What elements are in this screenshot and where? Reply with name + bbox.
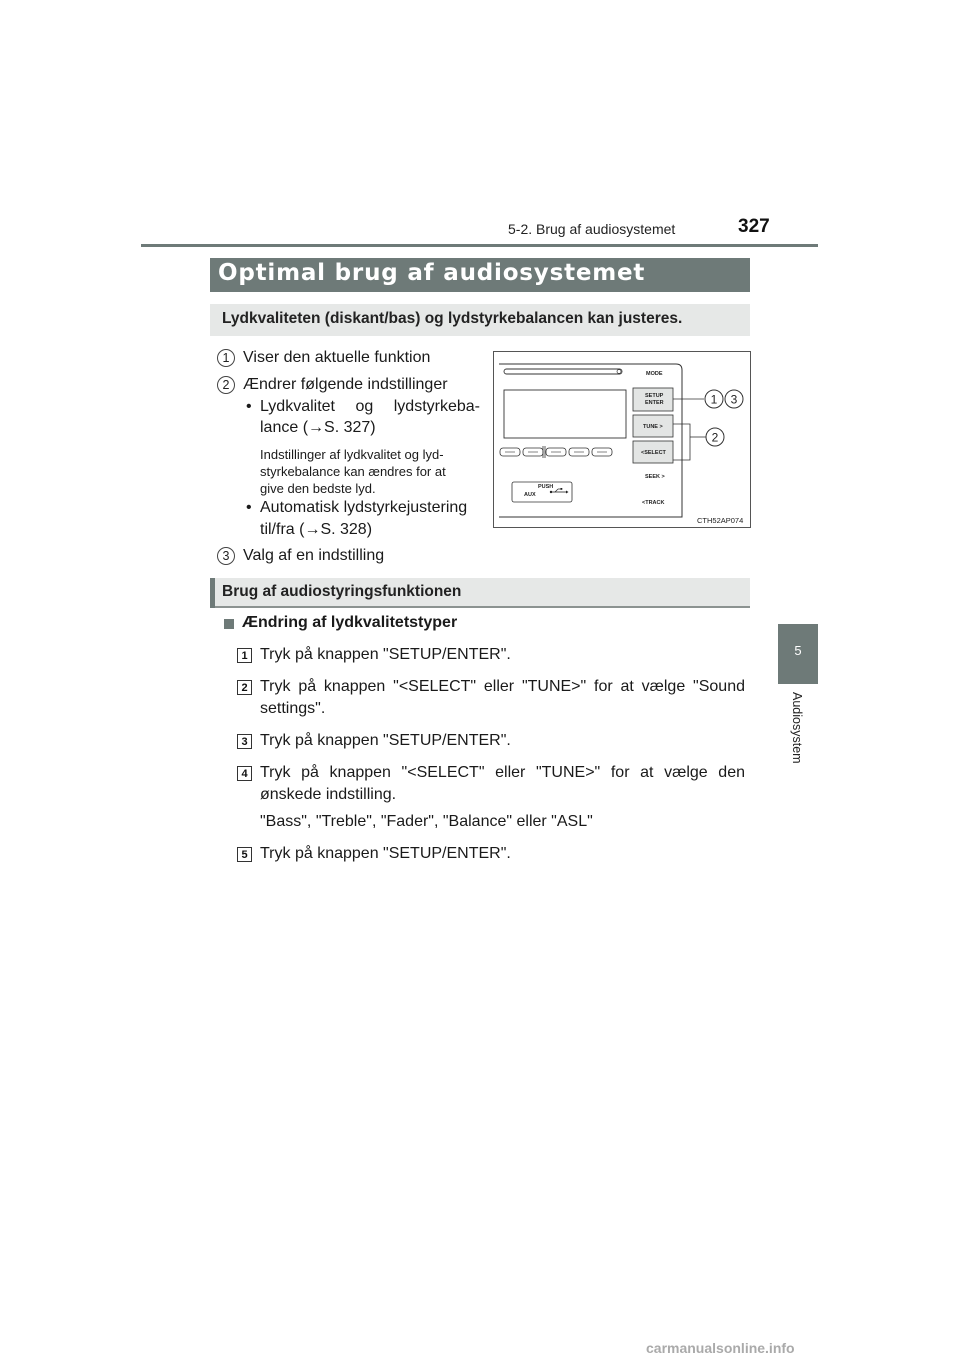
step-3-text: Tryk på knappen "SETUP/ENTER". [260, 732, 511, 749]
figure-code: CTH52AP074 [697, 516, 744, 525]
setup-label: SETUP [645, 393, 664, 399]
header-rule [141, 244, 818, 247]
note-line3: give den bedste lyd. [260, 481, 376, 496]
bullet-dot: • [246, 499, 252, 516]
svg-text:3: 3 [730, 392, 738, 407]
subsection-accent [210, 578, 215, 608]
step-number-1: 1 [237, 648, 252, 663]
watermark: carmanualsonline.info [646, 1340, 795, 1356]
item-2-text: Ændrer følgende indstillinger [243, 376, 448, 393]
mode-button: MODE [646, 371, 663, 377]
svg-text:2: 2 [711, 430, 719, 445]
step-1-text: Tryk på knappen "SETUP/ENTER". [260, 646, 511, 663]
enter-label: ENTER [645, 400, 664, 406]
item-1-text: Viser den aktuelle funktion [243, 349, 431, 366]
item-3-text: Valg af en indstilling [243, 547, 385, 564]
note-line1: Indstillinger af lydkvalitet og lyd- [260, 447, 444, 462]
tune-label: TUNE > [643, 424, 663, 430]
step-number-3: 3 [237, 734, 252, 749]
step-number-5: 5 [237, 847, 252, 862]
track-button: <TRACK [642, 500, 665, 506]
step-number-4: 4 [237, 766, 252, 781]
audio-panel-svg [494, 352, 752, 529]
step-4-extra: "Bass", "Treble", "Fader", "Balance" eller "ASL" [260, 813, 593, 830]
callout-2: 2 [217, 376, 235, 394]
preset-buttons [500, 446, 612, 458]
select-label: <SELECT [641, 450, 666, 456]
callout-1: 1 [217, 349, 235, 367]
procedure-heading: Ændring af lydkvalitetstyper [242, 614, 458, 631]
callout-3: 3 [217, 547, 235, 565]
seek-button: SEEK > [645, 474, 665, 480]
step-5-text: Tryk på knappen "SETUP/ENTER". [260, 845, 511, 862]
sub-item-2-line2: til/fra (→S. 328) [260, 521, 373, 538]
sub-item-1-line2: lance (→S. 327) [260, 419, 376, 436]
chapter-label: Audiosystem [790, 692, 804, 764]
cd-slot [504, 369, 622, 374]
step-4-text-line2: ønskede indstilling. [260, 786, 397, 803]
subsection-title: Brug af audiostyringsfunktionen [222, 583, 462, 600]
chapter-number: 5 [794, 643, 802, 658]
step-2-text-line2: settings". [260, 700, 326, 717]
page-number: 327 [738, 216, 770, 237]
square-bullet [224, 619, 234, 629]
svg-text:1: 1 [710, 392, 718, 407]
audio-panel-diagram [493, 351, 751, 528]
step-4-text-line1: Tryk på knappen "<SELECT" eller "TUNE>" for at vælge den [260, 764, 745, 781]
step-2-text-line1: Tryk på knappen "<SELECT" eller "TUNE>" for at vælge "Sound [260, 678, 745, 695]
aux-label: AUX [524, 492, 536, 498]
bullet-dot: • [246, 398, 252, 415]
display-screen [504, 390, 626, 438]
note-line2: styrkebalance kan ændres for at [260, 464, 446, 479]
sub-item-1-line1: Lydkvalitet og lydstyrkeba- [260, 398, 480, 415]
info-text: Lydkvaliteten (diskant/bas) og lydstyrkebalancen kan justeres. [222, 310, 683, 327]
section-title: Optimal brug af audiosystemet [218, 260, 646, 286]
push-label: PUSH [538, 484, 554, 490]
sub-item-2-line1: Automatisk lydstyrkejustering [260, 499, 468, 516]
running-header: 5-2. Brug af audiosystemet [508, 221, 676, 237]
step-number-2: 2 [237, 680, 252, 695]
